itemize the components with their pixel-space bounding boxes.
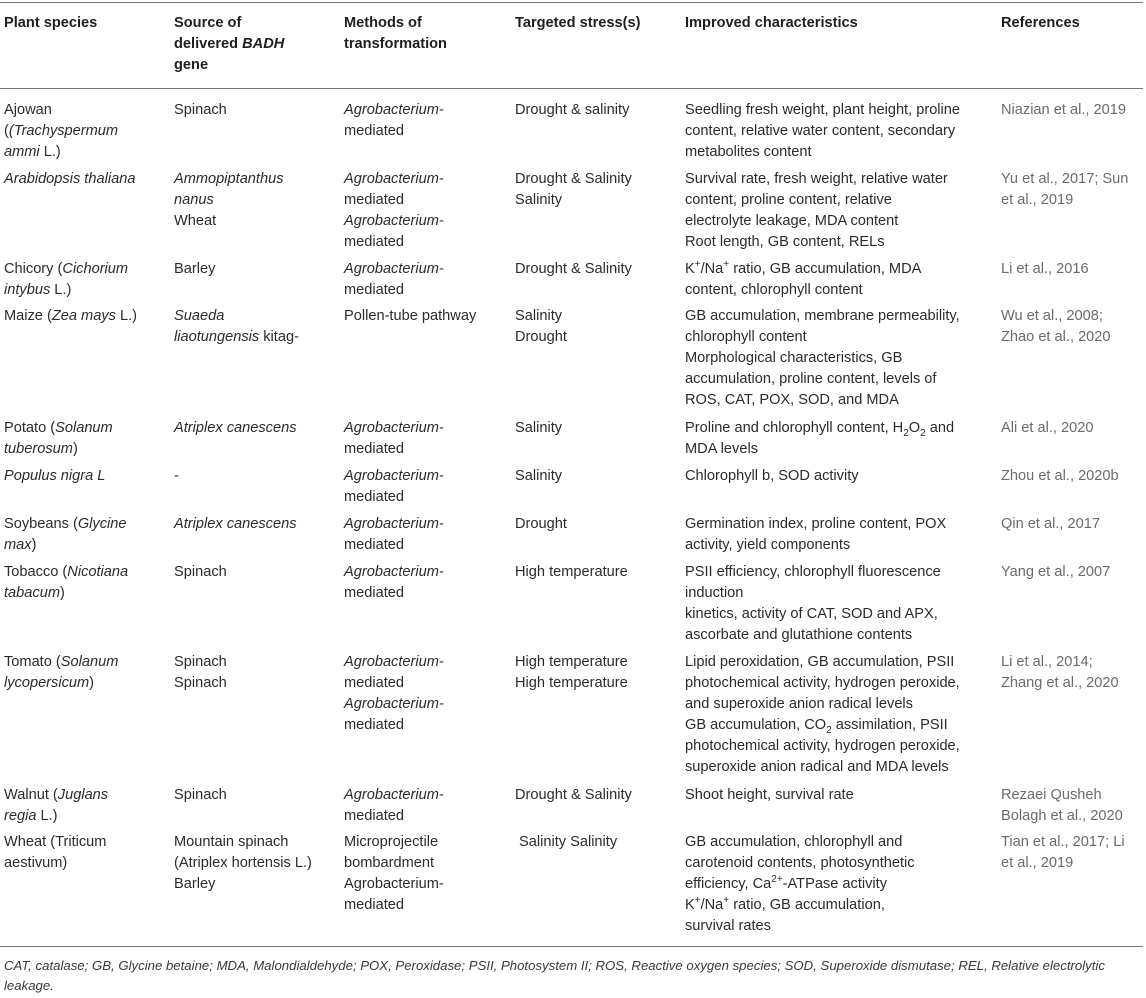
row8-refs: Yang et al., 2007 <box>1001 564 1111 580</box>
row5-refs: Ali et al., 2020 <box>1001 420 1094 436</box>
row7-improved: Germination index, proline content, POX activity, yield components <box>685 516 947 553</box>
row3-refs: Li et al., 2016 <box>1001 261 1089 277</box>
header-source <box>174 13 284 76</box>
row10-improved: Shoot height, survival rate <box>685 787 854 803</box>
row10-refs: Rezaei Qusheh Bolagh et al., 2020 <box>1001 787 1123 824</box>
row2-source: Ammopiptanthus nanus Wheat <box>174 171 284 229</box>
row3-method: Agrobacterium- mediated <box>344 261 444 298</box>
row4-refs: Wu et al., 2008; Zhao et al., 2020 <box>1001 308 1111 345</box>
header-plant-species: Plant species <box>4 15 98 31</box>
row3-plant: Chicory (Cichorium intybus L.) <box>4 261 129 298</box>
row5-stress: Salinity <box>515 420 563 436</box>
row6-refs: Zhou et al., 2020b <box>1001 468 1119 484</box>
table-footnote: CAT, catalase; GB, Glycine betaine; MDA, Malondialdehyde; POX, Peroxidase; PSII, Photosystem II; ROS, Reactive oxygen species; SOD, Superoxide dismutase; REL, Relative electrolytic leakage. <box>4 958 1105 993</box>
row2-plant: Arabidopsis thaliana <box>4 171 136 187</box>
row8-stress: High temperature <box>515 564 628 580</box>
row5-method: Agrobacterium- mediated <box>344 420 444 457</box>
row9-refs: Li et al., 2014; Zhang et al., 2020 <box>1001 654 1119 691</box>
row6-source: - <box>174 468 179 484</box>
row7-method: Agrobacterium- mediated <box>344 516 444 553</box>
row6-stress: Salinity <box>515 468 563 484</box>
bottom-rule <box>0 946 1143 947</box>
row11-source: Mountain spinach (Atriplex hortensis L.) Barley <box>174 834 312 892</box>
row6-method: Agrobacterium- mediated <box>344 468 444 505</box>
row11-improved: GB accumulation, chlorophyll and carotenoid contents, photosynthetic efficiency, $Ca^{2+}$-ATPase activity K+/Na+ ratio, GB accumulation, survival rates <box>685 834 915 934</box>
row11-stress: Salinity Salinity <box>519 834 618 850</box>
header-rule <box>0 88 1143 89</box>
header-stress: Targeted stress(s) <box>515 15 641 31</box>
row5-improved: Proline and chlorophyll content, $H_2O_2$ and MDA levels <box>685 420 955 457</box>
row10-method: Agrobacterium- mediated <box>344 787 444 824</box>
row7-plant: Soybeans (Glycine max) <box>4 516 127 553</box>
row4-plant: Maize (Zea mays L.) <box>4 308 138 324</box>
header-methods: Methods of transformation <box>344 15 447 52</box>
row1-source: Spinach <box>174 102 227 118</box>
row11-method: Microprojectile bombardment Agrobacterium- mediated <box>344 834 444 913</box>
row9-source: Spinach Spinach <box>174 654 227 691</box>
row8-method: Agrobacterium- mediated <box>344 564 444 601</box>
row8-plant: Tobacco (Nicotiana tabacum) <box>4 564 129 601</box>
row10-source: Spinach <box>174 787 227 803</box>
row8-source: Spinach <box>174 564 227 580</box>
row4-method: Pollen-tube pathway <box>344 308 477 324</box>
row2-method: Agrobacterium- mediated Agrobacterium- mediated <box>344 171 444 250</box>
row4-stress: Salinity Drought <box>515 308 567 345</box>
row9-stress: High temperature High temperature <box>515 654 628 691</box>
row9-plant: Tomato (Solanum lycopersicum) <box>4 654 119 691</box>
row3-improved: K+/Na+ ratio, GB accumulation, MDA content, chlorophyll content <box>685 259 922 298</box>
row2-stress: Drought & Salinity Salinity <box>515 171 632 208</box>
row7-refs: Qin et al., 2017 <box>1001 516 1100 532</box>
row9-method: Agrobacterium- mediated Agrobacterium- mediated <box>344 654 444 733</box>
row11-refs: Tian et al., 2017; Li et al., 2019 <box>1001 834 1125 871</box>
row9-improved: Lipid peroxidation, GB accumulation, PSII photochemical activity, hydrogen peroxide, and superoxide anion radical levels GB accumulation, $CO_2$ assimilation, PSII photochemical activity, hydrogen peroxide, superoxide anion radical and MDA levels <box>685 654 960 775</box>
row7-source: Atriplex canescens <box>174 516 297 532</box>
header-source-line1: Source of <box>174 15 242 31</box>
row6-plant: Populus nigra L <box>4 468 106 484</box>
header-improved: Improved characteristics <box>685 15 858 31</box>
row6-improved: Chlorophyll b, SOD activity <box>685 468 859 484</box>
top-rule <box>0 2 1143 3</box>
row1-refs: Niazian et al., 2019 <box>1001 102 1126 118</box>
row1-improved: Seedling fresh weight, plant height, proline content, relative water content, secondary metabolites content <box>685 102 961 160</box>
header-source-line2: delivered BADH <box>174 36 285 52</box>
row3-stress: Drought & Salinity <box>515 261 632 277</box>
row1-stress: Drought & salinity <box>515 102 630 118</box>
row5-source: Atriplex canescens <box>174 420 297 436</box>
row1-method: Agrobacterium- mediated <box>344 102 444 139</box>
header-references: References <box>1001 15 1080 31</box>
row10-plant: Walnut (Juglans regia L.) <box>4 787 109 824</box>
header-source-line3: gene <box>174 57 209 73</box>
row8-improved: PSII efficiency, chlorophyll fluorescence induction kinetics, activity of CAT, SOD and APX, ascorbate and glutathione contents <box>685 564 941 643</box>
row4-improved: GB accumulation, membrane permeability, chlorophyll content Morphological characteristics, GB accumulation, proline content, levels of ROS, CAT, POX, SOD, and MDA <box>685 308 960 408</box>
row2-improved: Survival rate, fresh weight, relative water content, proline content, relative electrolyte leakage, MDA content Root length, GB content, RELs <box>685 171 948 250</box>
row11-plant: Wheat (Triticum aestivum) <box>4 834 107 871</box>
row4-source: Suaeda liaotungensis kitag- <box>174 308 299 345</box>
row7-stress: Drought <box>515 516 567 532</box>
row10-stress: Drought & Salinity <box>515 787 632 803</box>
row5-plant: Potato (Solanum tuberosum) <box>4 420 113 457</box>
row2-refs: Yu et al., 2017; Sun et al., 2019 <box>1001 171 1129 208</box>
row3-source: Barley <box>174 261 216 277</box>
row1-plant: Ajowan ((Trachyspermum ammi L.) <box>4 102 119 160</box>
